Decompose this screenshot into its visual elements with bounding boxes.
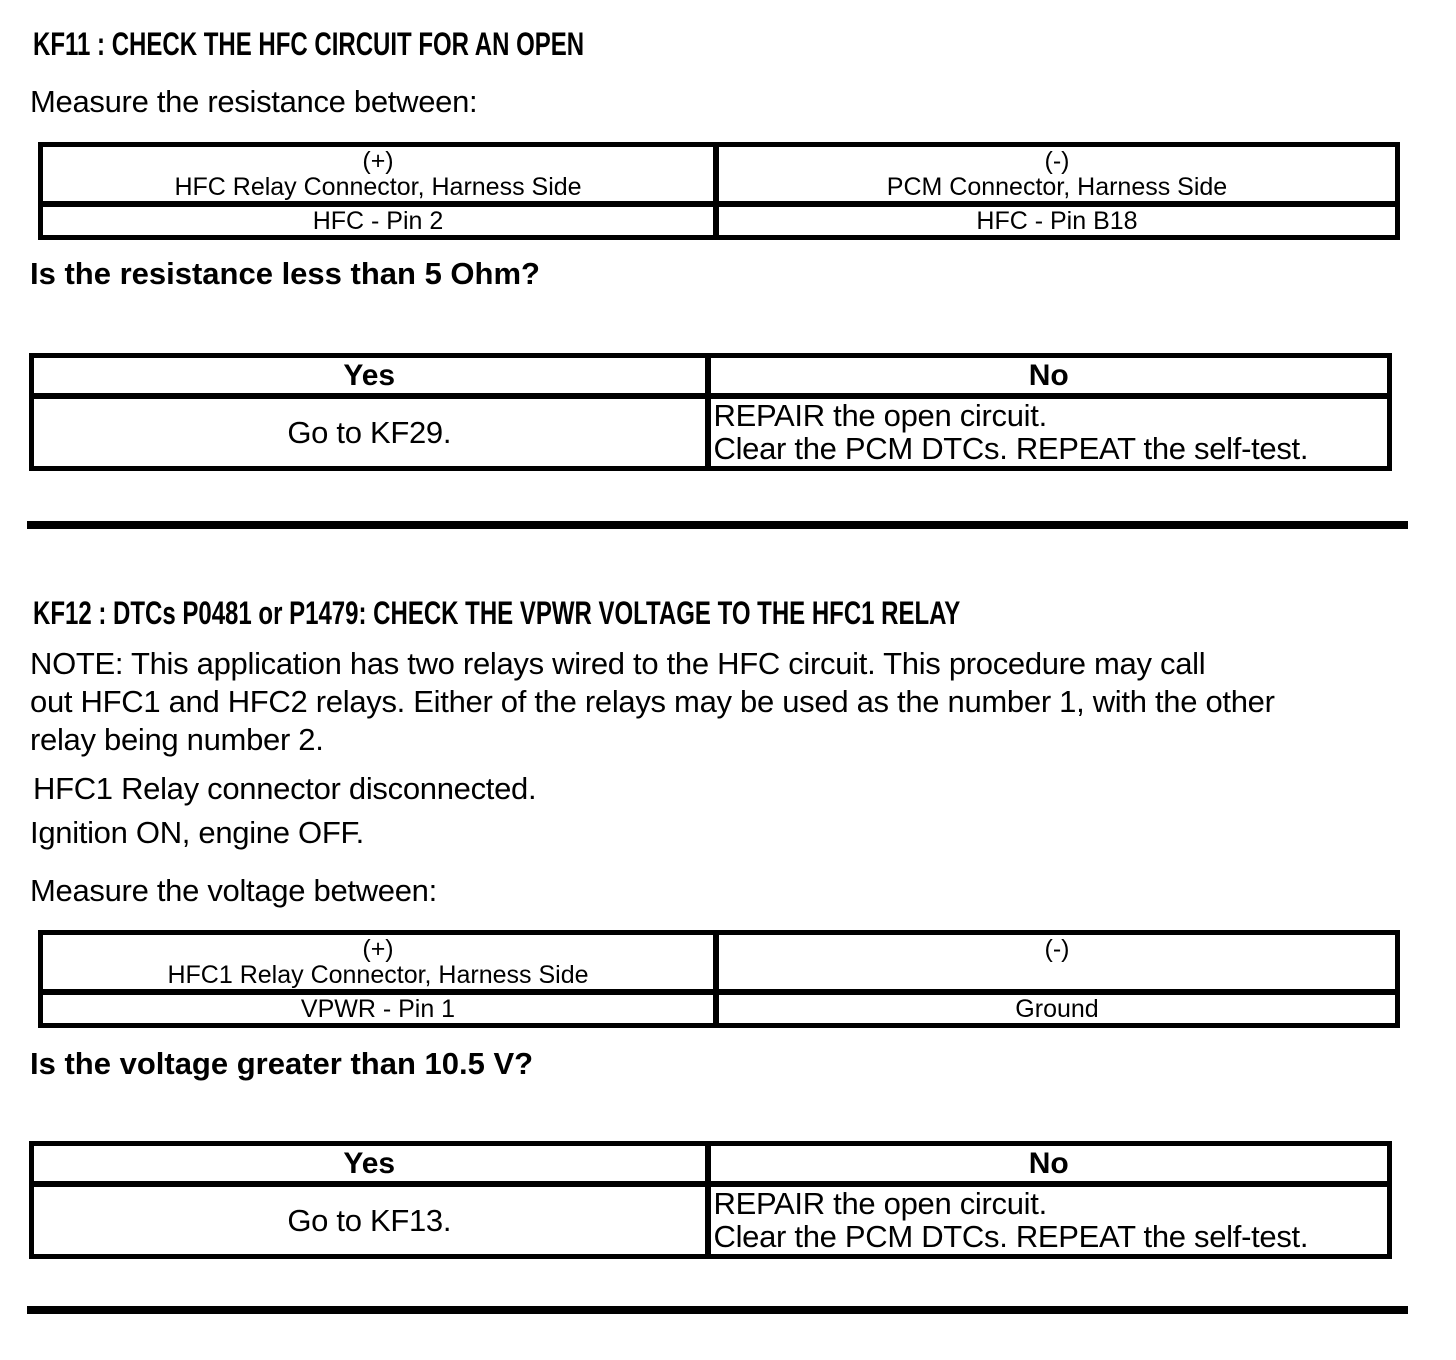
- kf12-step-1: HFC1 Relay connector disconnected.: [33, 771, 537, 806]
- kf12-heading: [33, 597, 1269, 629]
- kf11-instruction: Measure the resistance between:: [30, 84, 478, 119]
- kf11-decision-header-row: [34, 358, 1387, 399]
- kf12-positive-pin-cell: VPWR - Pin 1: [43, 995, 719, 1023]
- kf11-no-action-line-2: Clear the PCM DTCs. REPEAT the self-test.: [713, 431, 1309, 466]
- section-divider-1: [27, 521, 1408, 529]
- kf11-heading: [33, 28, 768, 60]
- kf12-decision-header-row: [34, 1146, 1387, 1187]
- kf11-positive-header-cell: [43, 147, 719, 201]
- kf11-question: Is the resistance less than 5 Ohm?: [30, 256, 540, 291]
- kf12-yes-action-cell: Go to KF13.: [34, 1187, 711, 1254]
- kf12-heading-text: KF12 : DTCs P0481 or P1479: CHECK THE VPWR VOLTAGE TO THE HFC1 RELAY: [33, 595, 961, 631]
- kf11-no-action-cell: [711, 399, 1388, 466]
- kf12-measure-table: [38, 930, 1400, 1028]
- kf11-negative-polarity: (-): [1044, 147, 1070, 175]
- kf11-negative-connector: PCM Connector, Harness Side: [886, 173, 1228, 201]
- kf12-positive-connector: HFC1 Relay Connector, Harness Side: [167, 961, 589, 989]
- kf11-decision-table: [29, 353, 1392, 471]
- kf12-no-action-line-2: Clear the PCM DTCs. REPEAT the self-test.: [713, 1219, 1309, 1254]
- kf12-note-line-1: NOTE: This application has two relays wired to the HFC circuit. This procedure may call: [30, 646, 1206, 681]
- kf11-negative-pin-cell: HFC - Pin B18: [976, 207, 1138, 235]
- kf11-negative-header-cell: [719, 147, 1395, 201]
- kf11-yes-header: Yes: [34, 358, 711, 393]
- kf11-positive-pin-cell: HFC - Pin 2: [43, 207, 719, 235]
- kf11-measure-pin-row: [43, 207, 1395, 235]
- kf12-decision-table: [29, 1141, 1392, 1259]
- kf12-yes-header: Yes: [34, 1146, 711, 1181]
- kf12-instruction: Measure the voltage between:: [30, 873, 437, 908]
- kf12-negative-polarity: (-): [1044, 935, 1070, 963]
- kf11-decision-body-row: [34, 399, 1387, 466]
- kf12-no-header: No: [1028, 1147, 1069, 1180]
- kf12-note-line-3: relay being number 2.: [30, 722, 324, 757]
- kf12-no-action-cell: [711, 1187, 1388, 1254]
- kf11-measure-header-row: [43, 147, 1395, 207]
- kf11-positive-polarity: (+): [362, 147, 394, 175]
- kf12-decision-body-row: [34, 1187, 1387, 1254]
- kf12-note: [30, 645, 1275, 759]
- kf12-measure-header-row: [43, 935, 1395, 995]
- kf12-measure-pin-row: [43, 995, 1395, 1023]
- kf12-negative-header-cell: [719, 935, 1395, 989]
- kf11-heading-text: KF11 : CHECK THE HFC CIRCUIT FOR AN OPEN: [33, 26, 585, 62]
- kf12-no-action-line-1: REPAIR the open circuit.: [713, 1187, 1047, 1221]
- kf12-positive-header-cell: [43, 935, 719, 989]
- kf11-no-header: No: [1028, 359, 1069, 392]
- kf11-yes-action-cell: Go to KF29.: [34, 399, 711, 466]
- kf11-positive-connector: HFC Relay Connector, Harness Side: [174, 173, 582, 201]
- kf12-step-2: Ignition ON, engine OFF.: [30, 815, 364, 850]
- kf12-positive-polarity: (+): [362, 935, 394, 963]
- kf12-note-line-2: out HFC1 and HFC2 relays. Either of the relays may be used as the number 1, with the other: [30, 684, 1275, 719]
- section-divider-2: [27, 1306, 1408, 1314]
- kf11-measure-table: [38, 142, 1400, 240]
- kf11-no-action-line-1: REPAIR the open circuit.: [713, 399, 1047, 433]
- kf12-question: Is the voltage greater than 10.5 V?: [30, 1046, 534, 1081]
- kf12-negative-pin-cell: Ground: [1015, 995, 1099, 1023]
